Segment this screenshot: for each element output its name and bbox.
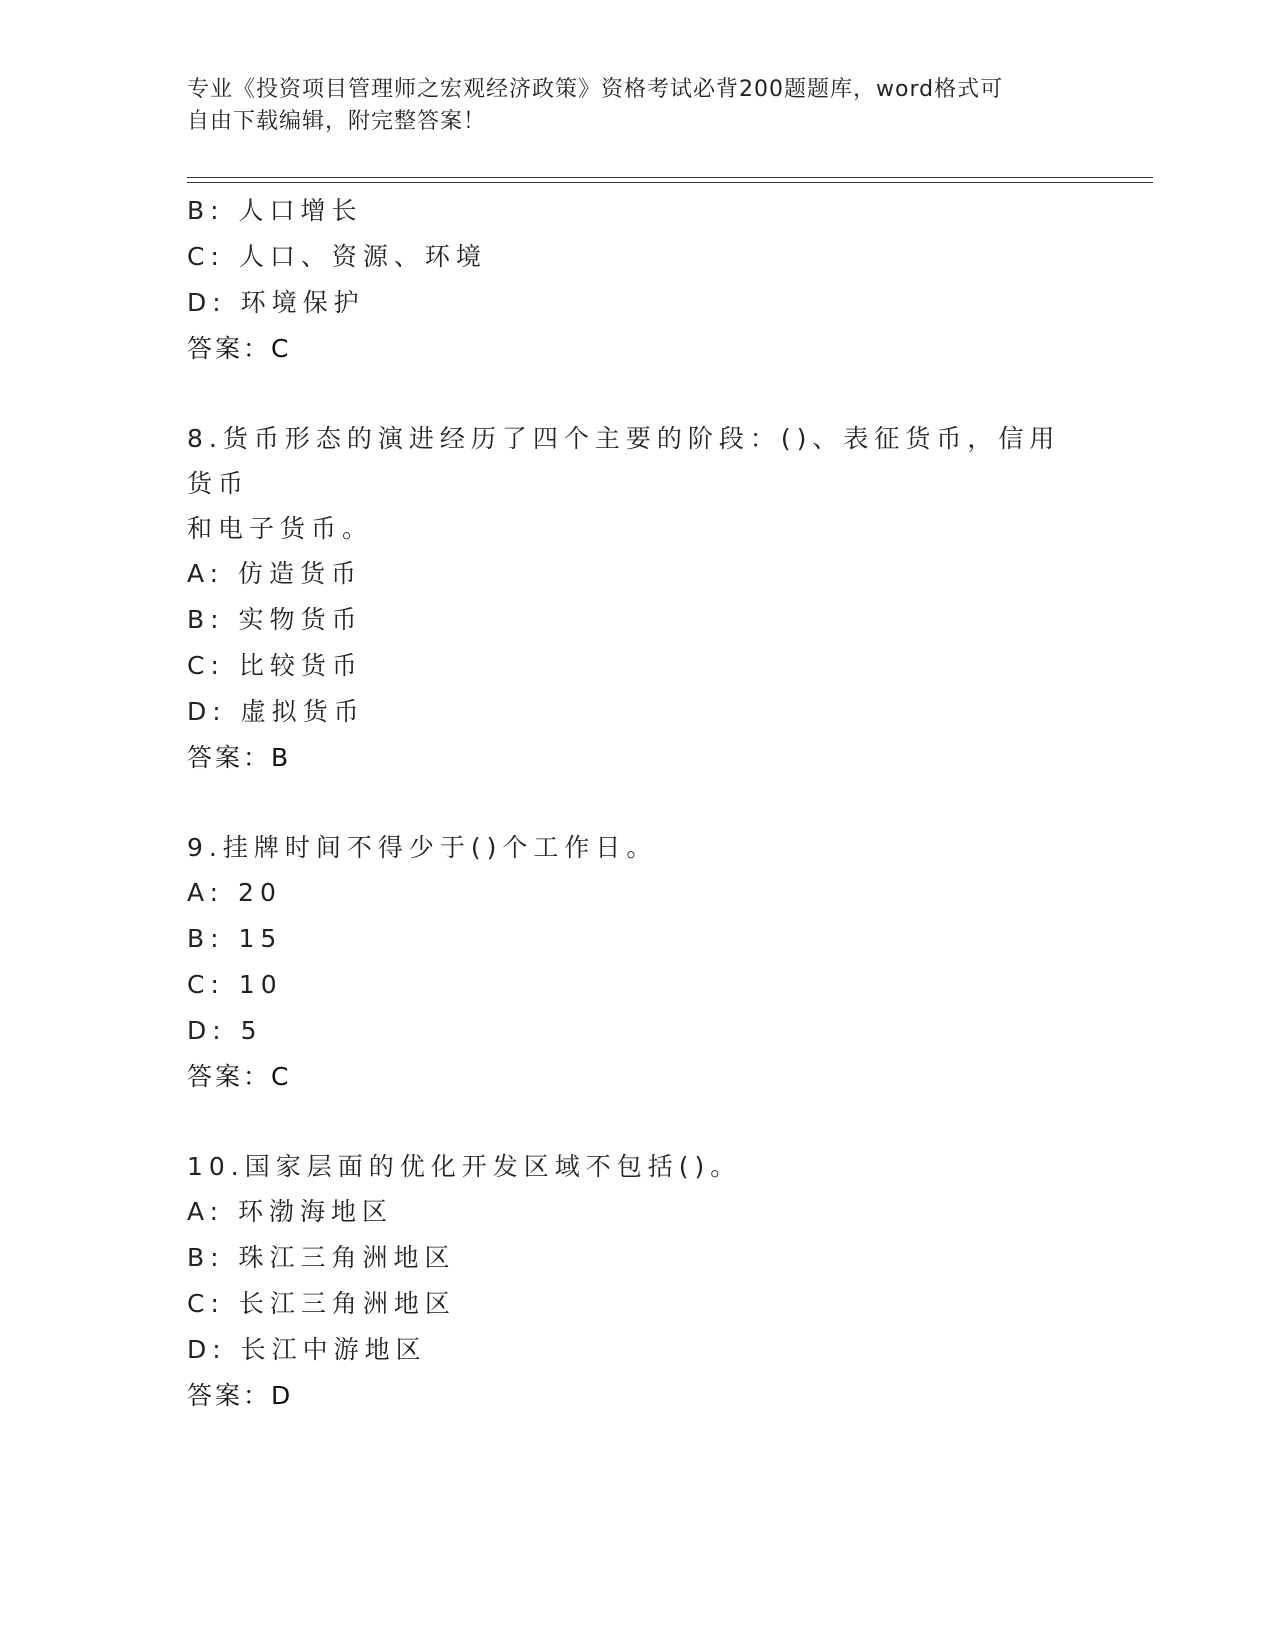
option-a: A: 仿造货币 xyxy=(187,559,363,588)
question-stem-line-1: 9.挂牌时间不得少于()个工作日。 xyxy=(187,833,658,862)
option-a: A: 20 xyxy=(187,878,282,907)
option-b: B: 实物货币 xyxy=(187,605,363,634)
option-c: C: 比较货币 xyxy=(187,651,363,680)
question-stem xyxy=(187,825,1067,870)
question-10 xyxy=(187,1144,1087,1419)
option-a: A: 环渤海地区 xyxy=(187,1197,394,1226)
option-c: C: 长江三角洲地区 xyxy=(187,1289,456,1318)
question-stem-line-1: 10.国家层面的优化开发区域不包括()。 xyxy=(187,1152,742,1181)
option-d: D: 长江中游地区 xyxy=(187,1335,427,1364)
option-c: C: 人口、资源、环境 xyxy=(187,242,487,271)
answer-label: 答案：B xyxy=(187,743,292,772)
option-d: D: 环境保护 xyxy=(187,288,365,317)
option-b: B: 15 xyxy=(187,924,283,953)
question-stem-line-1: 8.货币形态的演进经历了四个主要的阶段：()、表征货币，信用货币 xyxy=(187,424,1061,498)
header-divider-bottom xyxy=(187,182,1153,183)
question-stem xyxy=(187,1144,1067,1189)
option-d: D: 5 xyxy=(187,1016,263,1045)
answer-label: 答案：C xyxy=(187,334,292,363)
header-line-1: 专业《投资项目管理师之宏观经济政策》资格考试必背200题题库，word格式可 xyxy=(187,77,1004,102)
question-stem-line-2: 和电子货币。 xyxy=(187,514,374,543)
question-9 xyxy=(187,825,1087,1100)
option-d: D: 虚拟货币 xyxy=(187,697,365,726)
header-line-2: 自由下载编辑，附完整答案！ xyxy=(187,109,487,134)
option-b: B: 珠江三角洲地区 xyxy=(187,1243,456,1272)
question-7-tail xyxy=(187,188,1087,372)
option-c: C: 10 xyxy=(187,970,283,999)
question-list xyxy=(187,188,1087,1419)
answer-label: 答案：C xyxy=(187,1062,292,1091)
header-divider-top xyxy=(187,177,1153,178)
question-stem xyxy=(187,416,1067,551)
option-b: B: 人口增长 xyxy=(187,196,363,225)
question-8 xyxy=(187,416,1087,781)
document-header xyxy=(187,74,1067,138)
answer-label: 答案：D xyxy=(187,1381,294,1410)
